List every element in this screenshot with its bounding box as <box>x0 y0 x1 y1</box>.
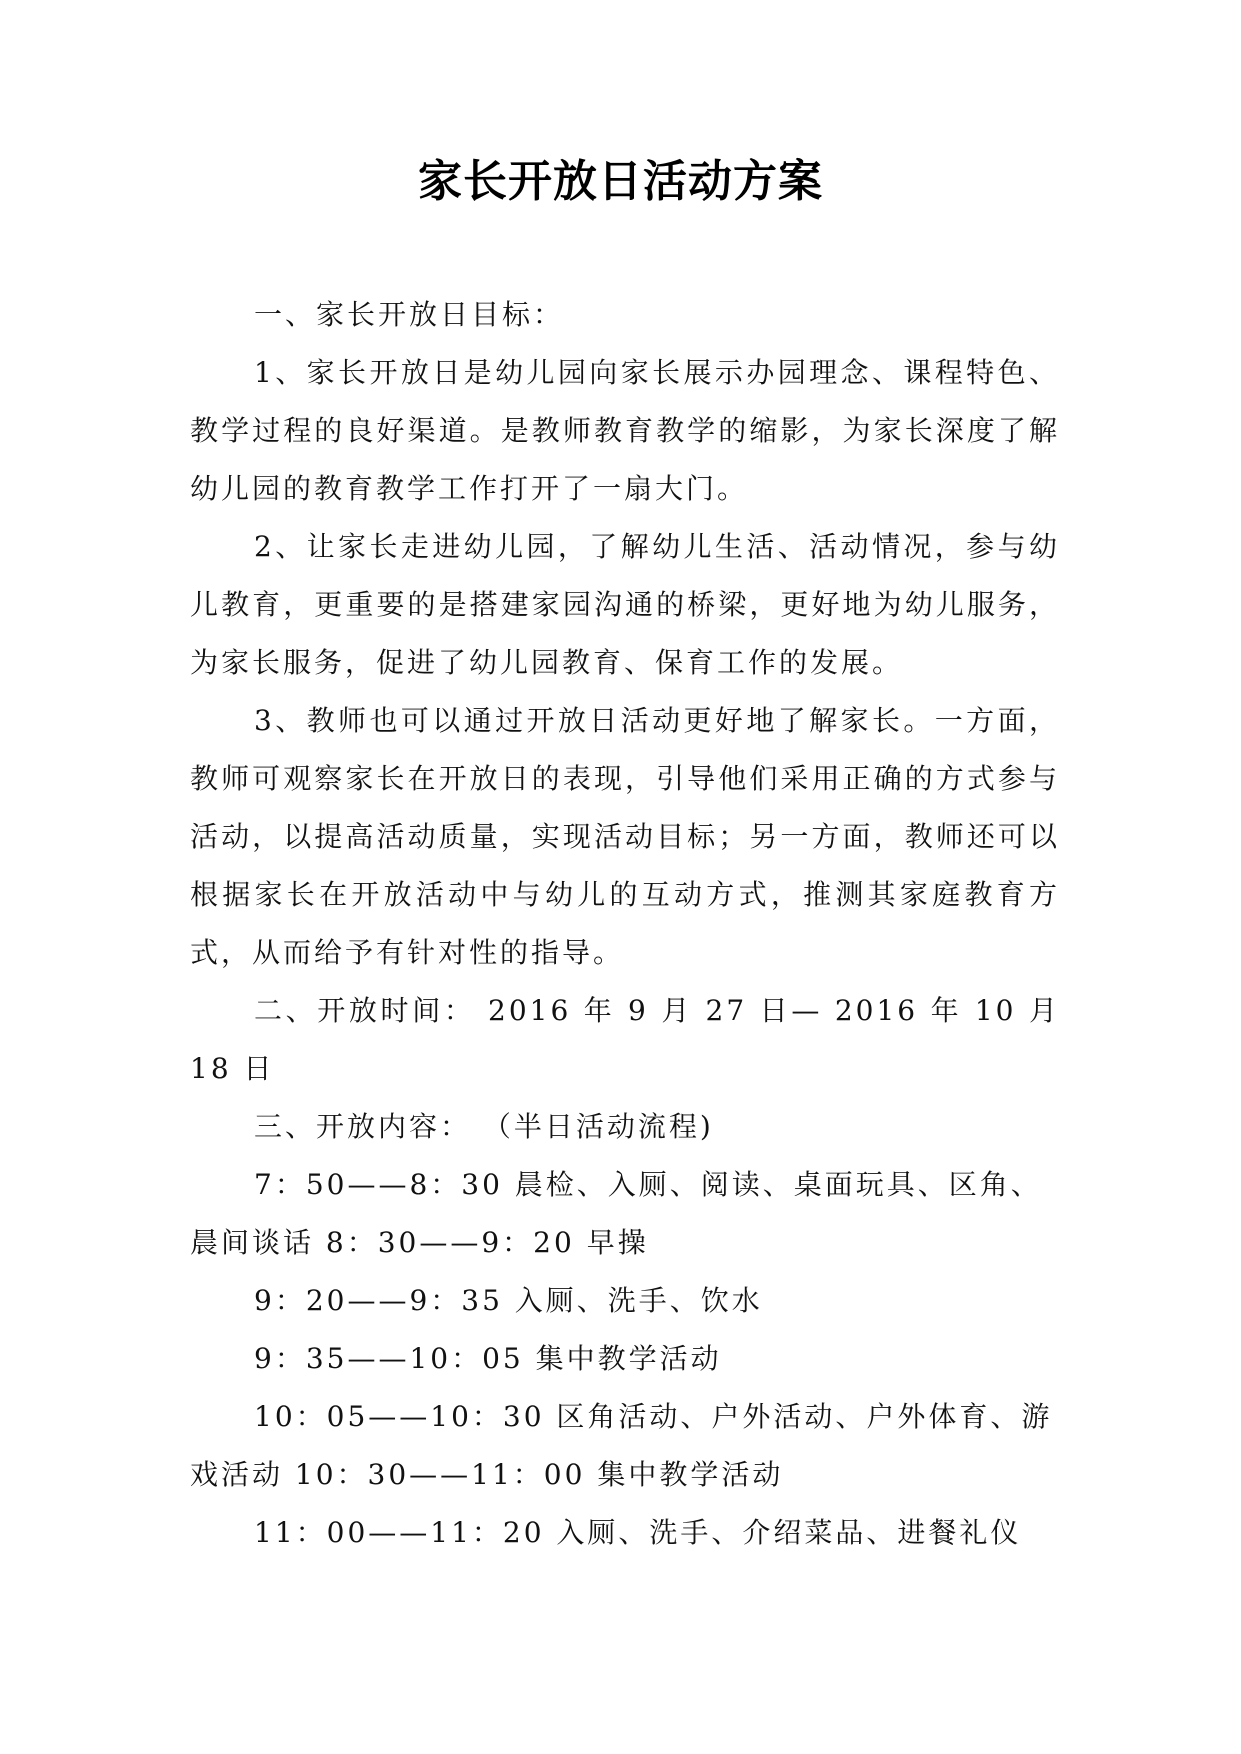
schedule-item: 11：00——11：20 入厕、洗手、介绍菜品、进餐礼仪 <box>254 1516 1022 1549</box>
section-heading-time: 二、开放时间： 2016 年 9 月 27 日— 2016 年 10 月 18 日 <box>190 994 1060 1085</box>
goal-paragraph-1: 1、家长开放日是幼儿园向家长展示办园理念、课程特色、教学过程的良好渠道。是教师教育教学的缩影，为家长深度了解幼儿园的教育教学工作打开了一扇大门。 <box>190 356 1060 505</box>
document-body <box>190 286 1060 1562</box>
goal-paragraph-3: 3、教师也可以通过开放日活动更好地了解家长。一方面，教师可观察家长在开放日的表现，引导他们采用正确的方式参与活动，以提高活动质量，实现活动目标；另一方面，教师还可以根据家长在开放活动中与幼儿的互动方式，推测其家庭教育方式，从而给予有针对性的指导。 <box>190 704 1060 969</box>
document-title: 家长开放日活动方案 <box>418 156 823 207</box>
section-heading-content: 三、开放内容： （半日活动流程) <box>254 1110 714 1143</box>
schedule-item: 9：20——9：35 入厕、洗手、饮水 <box>254 1284 763 1317</box>
goal-paragraph-2: 2、让家长走进幼儿园，了解幼儿生活、活动情况，参与幼儿教育，更重要的是搭建家园沟通的桥梁，更好地为幼儿服务，为家长服务，促进了幼儿园教育、保育工作的发展。 <box>190 530 1060 679</box>
schedule-item: 7：50——8：30 晨检、入厕、阅读、桌面玩具、区角、晨间谈话 8：30——9：20 早操 <box>190 1168 1042 1259</box>
schedule-item: 10：05——10：30 区角活动、户外活动、户外体育、游戏活动 10：30——11：00 集中教学活动 <box>190 1400 1053 1491</box>
section-heading-goals: 一、家长开放日目标： <box>254 298 565 331</box>
schedule-item: 9：35——10：05 集中教学活动 <box>254 1342 722 1375</box>
